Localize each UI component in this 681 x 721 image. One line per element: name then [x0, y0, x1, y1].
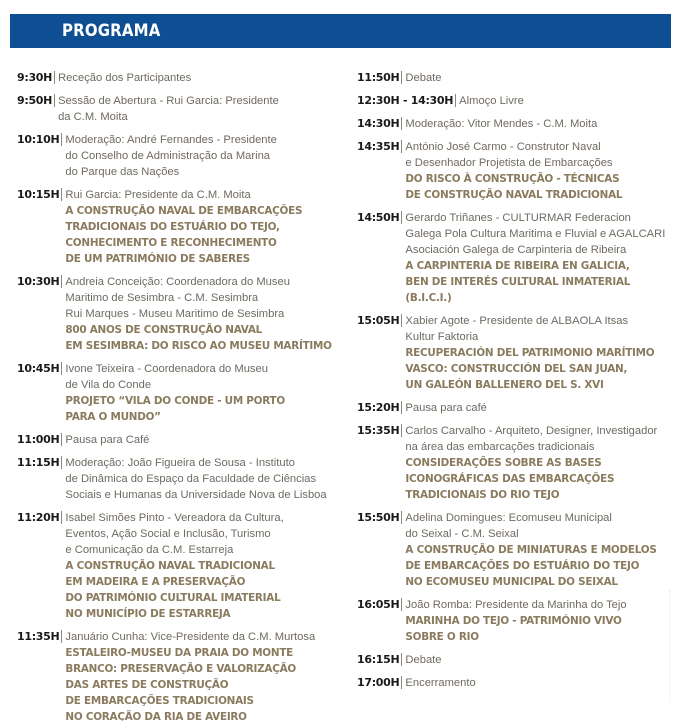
entry-description-line: e Comunicação da C.M. Estarreja	[65, 544, 234, 556]
entry-body	[405, 139, 677, 203]
entry-description-line: Ivone Teixeira - Coordenadora do Museu	[65, 363, 268, 375]
entry-time: 14:30H	[357, 117, 400, 130]
talk-title-line: A CONSTRUÇÃO NAVAL TRADICIONAL	[65, 560, 275, 572]
entry-time: 10:10H	[17, 133, 60, 146]
schedule-entry	[17, 629, 337, 721]
entry-body	[65, 361, 337, 425]
schedule-left-column	[17, 70, 337, 721]
time-separator	[401, 653, 402, 666]
schedule-entry	[357, 93, 677, 109]
entry-time: 11:20H	[17, 511, 60, 524]
schedule-entry	[357, 139, 677, 203]
time-separator	[401, 598, 402, 611]
entry-time: 9:50H	[17, 94, 53, 107]
entry-body	[405, 675, 677, 691]
entry-body	[405, 423, 677, 503]
entry-body	[405, 210, 677, 306]
entry-time: 15:50H	[357, 511, 400, 524]
talk-title-line: TRADICIONAIS DO ESTUÁRIO DO TEJO,	[65, 221, 280, 233]
entry-body	[405, 116, 677, 132]
talk-title-line: A CONSTRUÇÃO DE MINIATURAS E MODELOS	[405, 544, 657, 556]
entry-description-line: do Parque das Nações	[65, 166, 180, 178]
time-separator	[61, 275, 62, 288]
time-separator	[61, 630, 62, 643]
schedule-entry	[357, 597, 677, 645]
entry-time: 10:15H	[17, 188, 60, 201]
entry-description-line: João Romba: Presidente da Marinha do Tejo	[405, 599, 627, 611]
entry-description-line: Sociais e Humanas da Universidade Nova de Lisboa	[65, 489, 327, 501]
entry-description-line: Debate	[405, 72, 442, 84]
talk-title-line: SOBRE O RIO	[405, 631, 479, 643]
entry-description-line: Andreia Conceição: Coordenadora do Museu	[65, 276, 290, 288]
entry-description-line: Carlos Carvalho - Arquiteto, Designer, Investigador	[405, 425, 658, 437]
talk-title-line: VASCO: CONSTRUCCIÓN DEL SAN JUAN,	[405, 363, 628, 375]
entry-description-line: da C.M. Moita	[58, 111, 128, 123]
entry-body	[405, 400, 677, 416]
schedule-entry	[17, 361, 337, 425]
entry-time: 17:00H	[357, 676, 400, 689]
entry-description-line: Moderação: Vitor Mendes - C.M. Moita	[405, 118, 598, 130]
talk-title-line: DO PATRIMÓNIO CULTURAL IMATERIAL	[65, 592, 281, 604]
entry-description-line: Debate	[405, 654, 442, 666]
schedule-right-column	[357, 70, 677, 698]
entry-time: 11:00H	[17, 433, 60, 446]
entry-time: 11:35H	[17, 630, 60, 643]
entry-body	[65, 187, 337, 267]
entry-description-line: Encerramento	[405, 677, 476, 689]
time-separator	[401, 676, 402, 689]
entry-description-line: Isabel Simões Pinto - Vereadora da Cultura,	[65, 512, 284, 524]
talk-title-line: (B.I.C.I.)	[405, 292, 452, 304]
entry-body	[459, 93, 677, 109]
entry-body	[405, 652, 677, 668]
entry-body	[405, 597, 677, 645]
schedule-entry	[17, 274, 337, 354]
entry-time: 11:50H	[357, 71, 400, 84]
time-separator	[61, 133, 62, 146]
entry-description-line: do Seixal - C.M. Seixal	[405, 528, 519, 540]
talk-title-line: PARA O MUNDO”	[65, 411, 161, 423]
entry-description-line: Rui Garcia: Presidente da C.M. Moita	[65, 189, 251, 201]
time-separator	[54, 71, 55, 84]
time-separator	[401, 511, 402, 524]
schedule-entry	[17, 70, 337, 86]
talk-title-line: RECUPERACIÓN DEL PATRIMONIO MARÍTIMO	[405, 347, 655, 359]
talk-title-line: TRADICIONAIS DO RIO TEJO	[405, 489, 560, 501]
talk-title-line: PROJETO “VILA DO CONDE - UM PORTO	[65, 395, 285, 407]
entry-time: 10:45H	[17, 362, 60, 375]
entry-description-line: Galega Pola Cultura Maritima e Fluvial e AGALCARI	[405, 228, 666, 240]
page-title: PROGRAMA	[62, 21, 161, 41]
time-separator	[54, 94, 55, 107]
schedule-entry	[17, 510, 337, 622]
header-bar	[10, 14, 671, 48]
time-separator	[401, 401, 402, 414]
talk-title-line: NO MUNICÍPIO DE ESTARREJA	[65, 608, 231, 620]
talk-title-line: DE CONSTRUÇÃO NAVAL TRADICIONAL	[405, 189, 623, 201]
entry-body	[58, 70, 337, 86]
entry-description-line: Januário Cunha: Vice-Presidente da C.M. Murtosa	[65, 631, 316, 643]
schedule-entry	[17, 93, 337, 125]
time-separator	[401, 314, 402, 327]
entry-description-line: Pausa para Café	[65, 434, 150, 446]
schedule-entry	[17, 432, 337, 448]
side-watermark	[669, 590, 677, 700]
schedule-entry	[357, 210, 677, 306]
entry-body	[65, 274, 337, 354]
entry-description-line: Xabier Agote - Presidente de ALBAOLA Itsas	[405, 315, 629, 327]
entry-time: 16:05H	[357, 598, 400, 611]
entry-time: 9:30H	[17, 71, 53, 84]
talk-title-line: BRANCO: PRESERVAÇÃO E VALORIZAÇÃO	[65, 663, 296, 675]
entry-time: 15:35H	[357, 424, 400, 437]
talk-title-line: ESTALEIRO-MUSEU DA PRAIA DO MONTE	[65, 647, 294, 659]
time-separator	[401, 140, 402, 153]
entry-time: 12:30H - 14:30H	[357, 94, 454, 107]
talk-title-line: NO CORAÇÃO DA RIA DE AVEIRO	[65, 711, 247, 721]
entry-time: 16:15H	[357, 653, 400, 666]
time-separator	[455, 94, 456, 107]
entry-time: 10:30H	[17, 275, 60, 288]
schedule-entry	[357, 116, 677, 132]
entry-description-line: Rui Marques - Museu Maritimo de Sesimbra	[65, 308, 285, 320]
schedule-entry	[357, 400, 677, 416]
talk-title-line: BEN DE INTERÉS CULTURAL INMATERIAL	[405, 276, 631, 288]
time-separator	[401, 211, 402, 224]
time-separator	[61, 188, 62, 201]
time-separator	[61, 433, 62, 446]
entry-body	[65, 132, 337, 180]
talk-title-line: MARINHA DO TEJO - PATRIMÓNIO VIVO	[405, 615, 622, 627]
talk-title-line: DAS ARTES DE CONSTRUÇÃO	[65, 679, 229, 691]
entry-description-line: Kultur Faktoria	[405, 331, 479, 343]
talk-title-line: DE UM PATRIMÓNIO DE SABERES	[65, 253, 250, 265]
entry-description-line: Moderação: João Figueira de Sousa - Instituto	[65, 457, 295, 469]
schedule-entry	[17, 132, 337, 180]
entry-time: 15:20H	[357, 401, 400, 414]
schedule-entry	[357, 675, 677, 691]
entry-description-line: Gerardo Triñanes - CULTURMAR Federacion	[405, 212, 631, 224]
entry-description-line: de Vila do Conde	[65, 379, 152, 391]
entry-body	[65, 510, 337, 622]
entry-body	[405, 70, 677, 86]
entry-description-line: na área das embarcações tradicionais	[405, 441, 595, 453]
talk-title-line: 800 ANOS DE CONSTRUÇÃO NAVAL	[65, 324, 263, 336]
entry-time: 14:35H	[357, 140, 400, 153]
schedule-entry	[357, 510, 677, 590]
time-separator	[61, 362, 62, 375]
entry-body	[405, 313, 677, 393]
talk-title-line: DE EMBARCAÇÕES DO ESTUÁRIO DO TEJO	[405, 560, 640, 572]
entry-body	[58, 93, 337, 125]
schedule-entry	[357, 423, 677, 503]
entry-description-line: Asociación Galega de Carpinteria de Ribeira	[405, 244, 627, 256]
entry-description-line: Receção dos Participantes	[58, 72, 192, 84]
talk-title-line: A CONSTRUÇÃO NAVAL DE EMBARCAÇÕES	[65, 205, 303, 217]
talk-title-line: NO ECOMUSEU MUNICIPAL DO SEIXAL	[405, 576, 618, 588]
entry-description-line: de Dinâmica do Espaço da Faculdade de Ciências	[65, 473, 317, 485]
entry-description-line: Pausa para café	[405, 402, 487, 414]
entry-description-line: Eventos, Ação Social e Inclusão, Turismo	[65, 528, 271, 540]
talk-title-line: CONHECIMENTO E RECONHECIMENTO	[65, 237, 277, 249]
entry-body	[65, 455, 337, 503]
time-separator	[401, 424, 402, 437]
time-separator	[401, 71, 402, 84]
entry-time: 11:15H	[17, 456, 60, 469]
talk-title-line: DO RISCO À CONSTRUÇÃO - TÉCNICAS	[405, 173, 620, 185]
talk-title-line: EM MADEIRA E A PRESERVAÇÃO	[65, 576, 246, 588]
talk-title-line: CONSIDERAÇÕES SOBRE AS BASES	[405, 457, 602, 469]
entry-description-line: António José Carmo - Construtor Naval	[405, 141, 601, 153]
schedule-entry	[17, 187, 337, 267]
entry-time: 15:05H	[357, 314, 400, 327]
time-separator	[61, 511, 62, 524]
talk-title-line: ICONOGRÁFICAS DAS EMBARCAÇÕES	[405, 473, 615, 485]
entry-body	[405, 510, 677, 590]
entry-body	[65, 432, 337, 448]
entry-description-line: Almoço Livre	[459, 95, 524, 107]
entry-description-line: e Desenhador Projetista de Embarcações	[405, 157, 613, 169]
entry-body	[65, 629, 337, 721]
time-separator	[61, 456, 62, 469]
schedule-entry	[357, 313, 677, 393]
time-separator	[401, 117, 402, 130]
talk-title-line: DE EMBARCAÇÕES TRADICIONAIS	[65, 695, 254, 707]
entry-description-line: do Conselho de Administração da Marina	[65, 150, 271, 162]
talk-title-line: UN GALEÓN BALLENERO DEL S. XVI	[405, 379, 604, 391]
entry-description-line: Moderação: André Fernandes - Presidente	[65, 134, 277, 146]
schedule-entry	[357, 652, 677, 668]
entry-description-line: Sessão de Abertura - Rui Garcia: Presidente	[58, 95, 279, 107]
entry-description-line: Adelina Domingues: Ecomuseu Municipal	[405, 512, 612, 524]
talk-title-line: A CARPINTERIA DE RIBEIRA EN GALICIA,	[405, 260, 630, 272]
schedule-entry	[17, 455, 337, 503]
schedule-entry	[357, 70, 677, 86]
entry-time: 14:50H	[357, 211, 400, 224]
talk-title-line: EM SESIMBRA: DO RISCO AO MUSEU MARÍTIMO	[65, 340, 332, 352]
entry-description-line: Maritimo de Sesimbra - C.M. Sesimbra	[65, 292, 259, 304]
